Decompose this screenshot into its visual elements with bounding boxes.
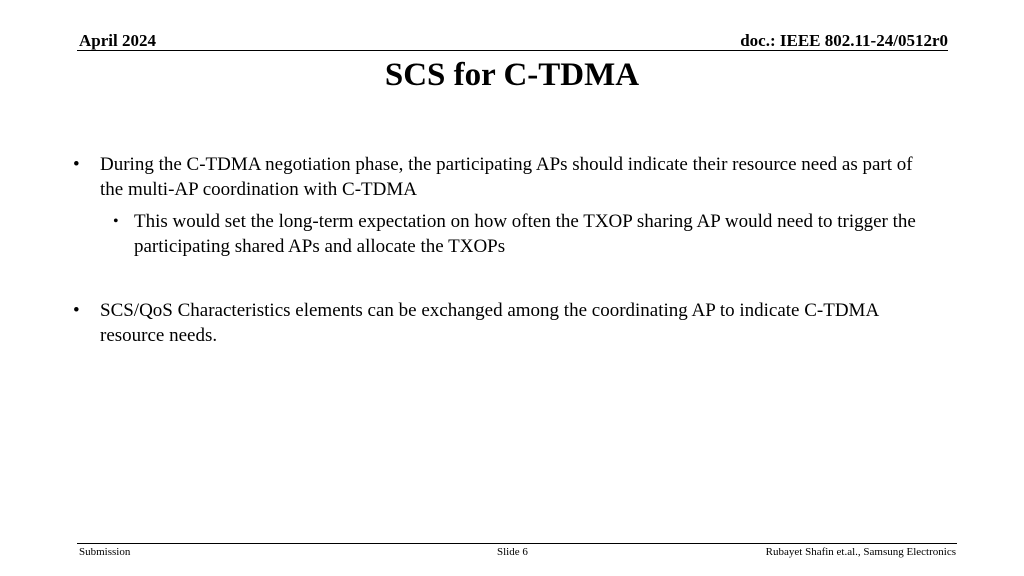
header-date: April 2024 (79, 31, 156, 50)
header-divider (77, 50, 948, 51)
bullet-text: SCS/QoS Characteristics elements can be exchanged among the coordinating AP to indicate C-TDMA resource needs. (100, 300, 879, 346)
footer-divider (77, 543, 957, 544)
bullet-marker: • (73, 154, 80, 175)
footer-slide-number: Slide 6 (497, 546, 528, 558)
bullet-item (73, 152, 940, 202)
sub-bullet-item (113, 209, 934, 259)
slide-title: SCS for C-TDMA (384, 57, 640, 93)
footer-authors: Rubayet Shafin et.al., Samsung Electronics (765, 546, 956, 558)
bullet-text: During the C-TDMA negotiation phase, the participating APs should indicate their resource need as part of the multi-AP coordination with C-TDMA (100, 154, 913, 200)
bullet-text: This would set the long-term expectation on how often the TXOP sharing AP would need to trigger the participating shared APs and allocate the TXOPs (134, 211, 916, 257)
bullet-item (73, 298, 930, 348)
header-doc-id: doc.: IEEE 802.11-24/0512r0 (740, 31, 948, 50)
footer-submission: Submission (79, 546, 131, 558)
bullet-marker: • (73, 300, 80, 321)
bullet-marker: • (113, 213, 119, 230)
